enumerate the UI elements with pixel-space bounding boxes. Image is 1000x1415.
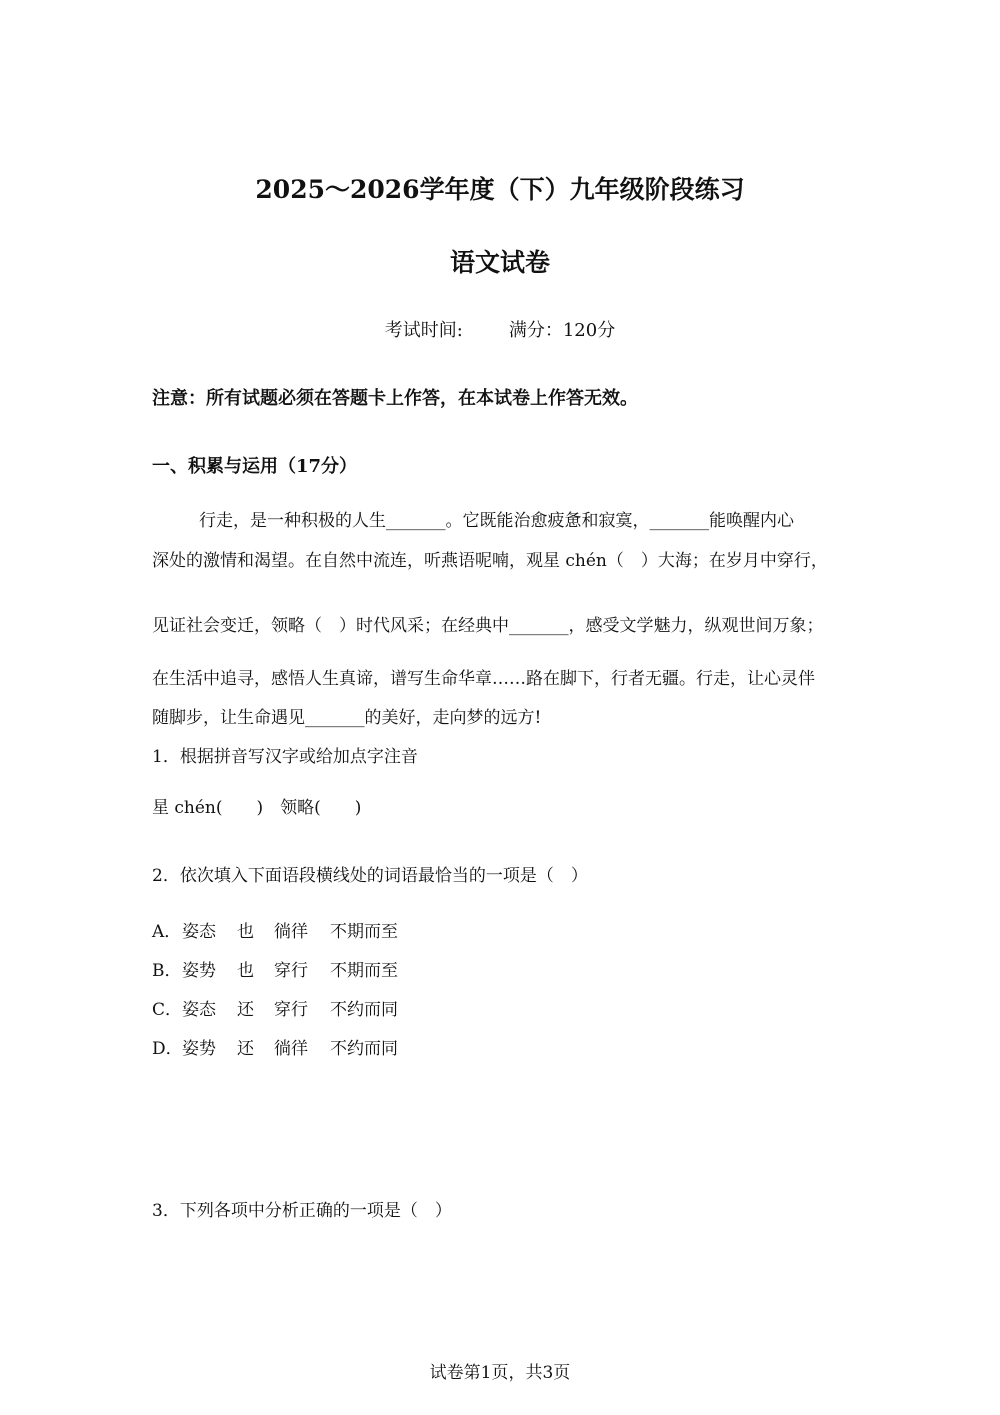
option-word: 不约而同 [330, 1000, 398, 1020]
option-word: 徜徉 [274, 922, 308, 942]
option-word: 也 [237, 922, 254, 942]
option-b [152, 956, 398, 981]
question-1-answer-line: 星 chén( ) 领略( ) [152, 798, 362, 818]
time-label: 考试时间: [384, 320, 463, 341]
passage-line: 见证社会变迁，领略（ ）时代风采；在经典中_______，感受文学魅力，纵观世间万象； [152, 616, 824, 636]
passage-line: 随脚步，让生命遇见_______的美好，走向梦的远方! [152, 708, 542, 728]
option-word: 姿态 [182, 922, 216, 942]
option-a [152, 917, 398, 942]
score-label: 满分：120分 [508, 320, 616, 341]
option-word: 还 [237, 1000, 254, 1020]
option-word: 也 [237, 961, 254, 981]
option-word: 穿行 [274, 961, 308, 981]
passage-line: 行走，是一种积极的人生_______。它既能治愈疲惫和寂寞，_______能唤醒内心 [199, 511, 794, 531]
option-word: 姿势 [182, 1039, 216, 1059]
question-2-stem: 2．依次填入下面语段横线处的词语最恰当的一项是（ ） [152, 866, 588, 886]
notice: 注意：所有试题必须在答题卡上作答，在本试卷上作答无效。 [152, 388, 638, 409]
passage-line: 在生活中追寻，感悟人生真谛，谱写生命华章……路在脚下，行者无疆。行走，让心灵伴 [152, 669, 815, 689]
option-word: 不期而至 [330, 922, 398, 942]
option-word: 穿行 [274, 1000, 308, 1020]
option-letter: C． [152, 1000, 183, 1020]
option-letter: A． [152, 922, 182, 942]
option-c [152, 995, 398, 1020]
question-3-stem: 3．下列各项中分析正确的一项是（ ） [152, 1201, 452, 1221]
option-word: 不约而同 [330, 1039, 398, 1059]
option-d [152, 1034, 398, 1059]
option-word: 姿态 [182, 1000, 216, 1020]
page-footer: 试卷第1页，共3页 [429, 1363, 571, 1383]
option-letter: B． [152, 961, 182, 981]
section-heading: 一、积累与运用（17分） [152, 456, 358, 477]
option-word: 姿势 [182, 961, 216, 981]
passage-line: 深处的激情和渴望。在自然中流连，听燕语呢喃，观星 chén（ ）大海；在岁月中穿行， [152, 551, 828, 571]
exam-title: 2025～2026学年度（下）九年级阶段练习 [255, 175, 745, 204]
question-1-stem: 1．根据拼音写汉字或给加点字注音 [152, 747, 418, 767]
exam-meta [0, 316, 1000, 342]
option-letter: D． [152, 1039, 183, 1059]
option-word: 还 [237, 1039, 254, 1059]
option-word: 不期而至 [330, 961, 398, 981]
option-word: 徜徉 [274, 1039, 308, 1059]
subject-title: 语文试卷 [449, 248, 550, 277]
